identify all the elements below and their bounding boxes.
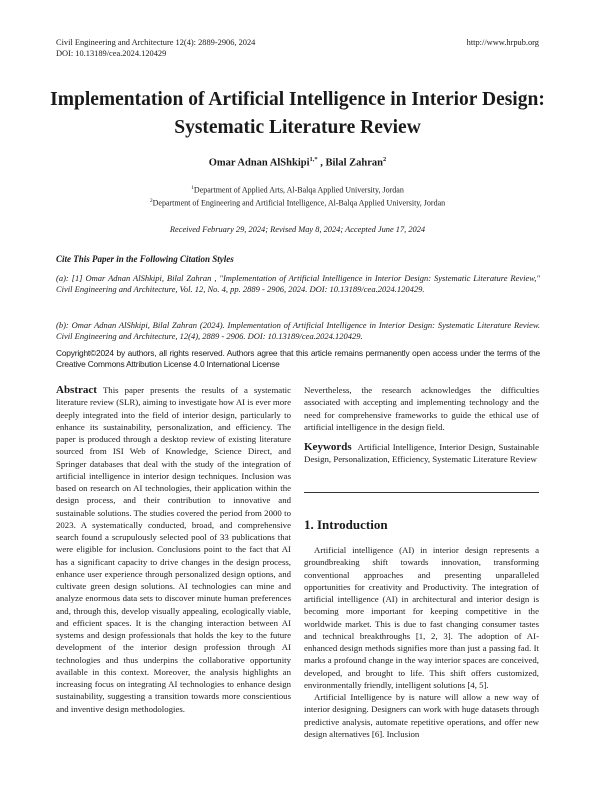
paper-title: Implementation of Artificial Intelligence in Interior Design: Systematic Literature Review (50, 89, 545, 138)
journal-url[interactable]: http://www.hrpub.org (466, 38, 539, 47)
right-column (304, 384, 539, 466)
author-name: Omar Adnan AlShkipi (208, 157, 310, 169)
abstract-column (56, 384, 291, 715)
abstract-label: Abstract (56, 384, 97, 396)
citation-heading: Cite This Paper in the Following Citation Styles (56, 254, 234, 264)
journal-info: Civil Engineering and Architecture 12(4): 2889-2906, 2024 (56, 38, 256, 47)
submission-dates: Received February 29, 2024; Revised May 8, 2024; Accepted June 17, 2024 (169, 225, 426, 234)
abstract-text: This paper presents the results of a systematic literature review (SLR), aiming to investigate how AI is ever more deeply integrated into the field of interior design, particularly to enhance its sustainability, personalization, and efficiency. The paper is produced through a desktop review of existing literature sourced from ISI Web of Knowledge, Science Direct, and Springer databases that deal with the study of the integration of artificial intelligence in interior design techniques. Inclusion was based on research on AI technologies, their application within the design process, and their contribution to innovative and sustainable solutions. The studies covered the period from 2000 to 2023. A systematically conducted, broad, and comprehensive search found a scrupulously selected pool of 33 publications that were eligible for inclusion. Conclusions point to the fact that AI has a significant capacity to drive changes in the design process, enhance user experience through personalized design options, and cultivate green design solutions. AI technologies can mine and analyze enormous data sets to discover minute human preferences and, through this, develop visually appealing, ecologically viable, and efficient spaces. It is the changing interaction between AI systems and design professionals that holds the key to the future development of the interior design profession through AI technologies and thus underpins the collaborative opportunity available in this context. Moreover, the analysis highlights an increasing focus on integrating AI technologies to enhance design sustainability, suggesting a transition towards more conscientious and inventive design methodologies. (56, 385, 291, 714)
paragraph: Artificial intelligence (AI) in interior design represents a groundbreaking shift towards innovation, transforming conventional approaches and presenting unparalleled opportunities for creativity and Productivity. The integration of artificial intelligence (AI) in architectural and interior design is becoming more important for keeping competitive in the worldwide market. This is due to fast changing consumer tastes and technical breakthroughs [1, 2, 3]. The adoption of AI-enhanced design methods signifies more than just a passing fad. It marks a profound change in the way interior spaces are conceived, developed, and brought to life. This shift offers customized, environmentally friendly, intelligent solutions [4, 5]. (304, 545, 539, 690)
affiliation: $^1$Department of Applied Arts, Al-Balqa Applied University, Jordan (191, 185, 404, 195)
running-header (56, 37, 539, 59)
introduction-body (304, 544, 539, 740)
keywords-block (304, 441, 539, 466)
section-heading: 1. Introduction (304, 517, 388, 532)
copyright-notice: Copyright©2024 by authors, all rights reserved. Authors agree that this article remains permanently open access under the terms of the Creative Commons Attribution License 4.0 International License (56, 348, 540, 369)
citation-style-b: (b): Omar Adnan AlShkipi, Bilal Zahran (2024). Implementation of Artificial Intelligence in Interior Design: Systematic Literature Review. Civil Engineering and Architecture, 12(4), 2889 - 2906. DOI: 10.13189/cea.2024.120429. (56, 320, 540, 341)
author-superscript: 2 (383, 156, 387, 163)
author-line (56, 156, 539, 169)
author-name: Bilal Zahran (325, 157, 383, 169)
abstract-continued: Nevertheless, the research acknowledges the difficulties associated with accepting and implementing technology and the need for comprehensive frameworks to guide the ethical use of artificial intelligence in the design field. (304, 385, 539, 432)
affiliation: $^2$Department of Engineering and Artificial Intelligence, Al-Balqa Applied University, Jordan (149, 197, 446, 208)
paragraph: Artificial Intelligence by is nature will allow a new way of interior designing. Designers can work with huge datasets through predictive analysis, automate repetitive operations, and offer new design alternatives [6]. Inclusion (304, 692, 539, 739)
doi: DOI: 10.13189/cea.2024.120429 (56, 49, 167, 58)
citation-style-a: (a): [1] Omar Adnan AlShkipi, Bilal Zahran , "Implementation of Artificial Intelligence in Interior Design: Systematic Literature Review," Civil Engineering and Architecture, Vol. 12, No. 4, pp. 2889 - 2906, 2024. DOI: 10.13189/cea.2024.120429. (56, 273, 540, 294)
keywords-text: Artificial Intelligence, Interior Design, Sustainable Design, Personalization, Efficiency, Systematic Literature Review (304, 442, 539, 465)
affiliations (40, 183, 555, 208)
section-divider (304, 492, 539, 493)
keywords-label: Keywords (304, 441, 352, 453)
author-superscript: 1,* (309, 156, 318, 163)
author-separator: , (317, 157, 326, 169)
